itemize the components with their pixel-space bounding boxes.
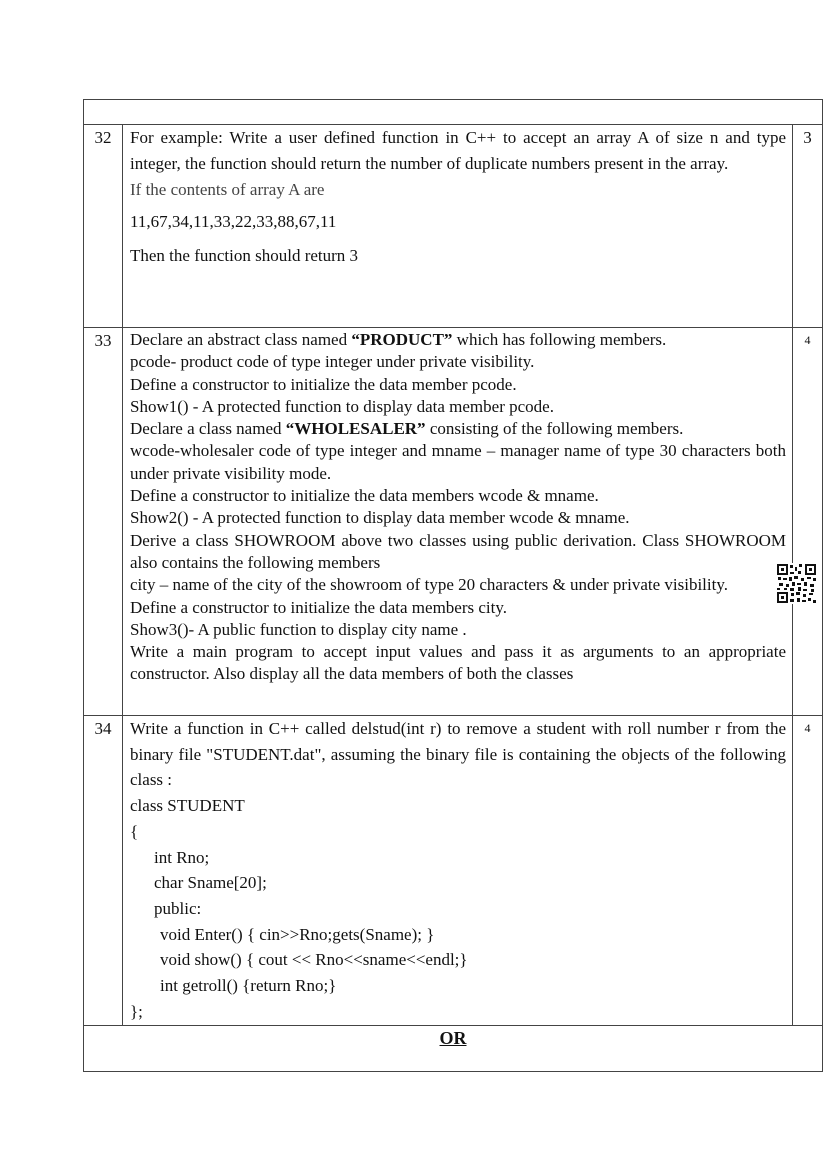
question-marks: 4 bbox=[793, 328, 823, 716]
question-line: Show3()- A public function to display city name . bbox=[130, 619, 467, 639]
question-line: Define a constructor to initialize the data members city. bbox=[130, 597, 508, 617]
class-name-wholesaler: “WHOLESALER” bbox=[285, 419, 426, 439]
question-line: For example: Write a user defined function in C++ to accept an array A of size n and type integer, the function should return the number of duplicate numbers present in the array. bbox=[130, 128, 786, 173]
question-line: Define a constructor to initialize the data members wcode & mname. bbox=[130, 486, 599, 506]
question-marks: 4 bbox=[793, 716, 823, 1026]
question-line: Write a function in C++ called delstud(int r) to remove a student with roll number r from the binary file "STUDENT.dat", assuming the binary file is containing the objects of the following class : bbox=[130, 719, 786, 790]
code-line: char Sname[20]; bbox=[154, 873, 267, 893]
header-row bbox=[84, 100, 823, 125]
question-line: If the contents of array A are bbox=[130, 180, 325, 199]
code-line: int Rno; bbox=[154, 847, 210, 867]
question-line bbox=[130, 329, 786, 351]
code-line: int getroll() {return Rno;} bbox=[160, 976, 337, 996]
question-text bbox=[123, 125, 793, 328]
question-line: Derive a class SHOWROOM above two classes using public derivation. Class SHOWROOM also contains the following members bbox=[130, 530, 786, 572]
question-line: Show2() - A protected function to display data member wcode & mname. bbox=[130, 508, 630, 528]
question-row-33 bbox=[84, 328, 823, 716]
text-segment: consisting of the following members. bbox=[425, 419, 684, 439]
question-number: 33 bbox=[84, 328, 123, 716]
question-marks: 3 bbox=[793, 125, 823, 328]
question-text bbox=[123, 328, 793, 716]
question-line bbox=[130, 418, 786, 440]
code-line: }; bbox=[130, 1001, 143, 1021]
text-segment: Declare an abstract class named bbox=[130, 330, 352, 349]
or-row bbox=[84, 1026, 823, 1072]
question-number: 34 bbox=[84, 716, 123, 1026]
class-name-product: “PRODUCT” bbox=[351, 330, 453, 349]
question-line: wcode-wholesaler code of type integer and mname – manager name of type 30 characters both under private visibility mode. bbox=[130, 441, 786, 483]
question-line: Define a constructor to initialize the data member pcode. bbox=[130, 374, 517, 394]
code-line: void Enter() { cin>>Rno;gets(Sname); } bbox=[160, 924, 435, 944]
text-segment: Declare a class named bbox=[130, 419, 286, 439]
question-number: 32 bbox=[84, 125, 123, 328]
question-line: city – name of the city of the showroom of type 20 characters & under private visibility. bbox=[130, 575, 728, 595]
question-line: Show1() - A protected function to display data member pcode. bbox=[130, 396, 554, 416]
question-line: 11,67,34,11,33,22,33,88,67,11 bbox=[130, 212, 337, 231]
question-line: Then the function should return 3 bbox=[130, 246, 359, 265]
code-line: class STUDENT bbox=[130, 796, 245, 816]
text-segment: which has following members. bbox=[452, 330, 667, 349]
code-line: void show() { cout << Rno<<sname<<endl;} bbox=[160, 950, 468, 970]
or-label: OR bbox=[84, 1026, 823, 1072]
code-line: { bbox=[130, 821, 139, 841]
code-line: public: bbox=[154, 898, 202, 918]
question-sheet bbox=[83, 99, 822, 1072]
question-row-32 bbox=[84, 125, 823, 328]
qr-code-icon bbox=[776, 563, 817, 604]
empty-header-cell bbox=[84, 100, 823, 125]
question-line: pcode- product code of type integer under private visibility. bbox=[130, 352, 535, 372]
question-line: Write a main program to accept input values and pass it as arguments to an appropriate constructor. Also display all the data members of both the classes bbox=[130, 642, 786, 684]
question-table bbox=[83, 99, 823, 1072]
question-row-34 bbox=[84, 716, 823, 1026]
question-text bbox=[123, 716, 793, 1026]
